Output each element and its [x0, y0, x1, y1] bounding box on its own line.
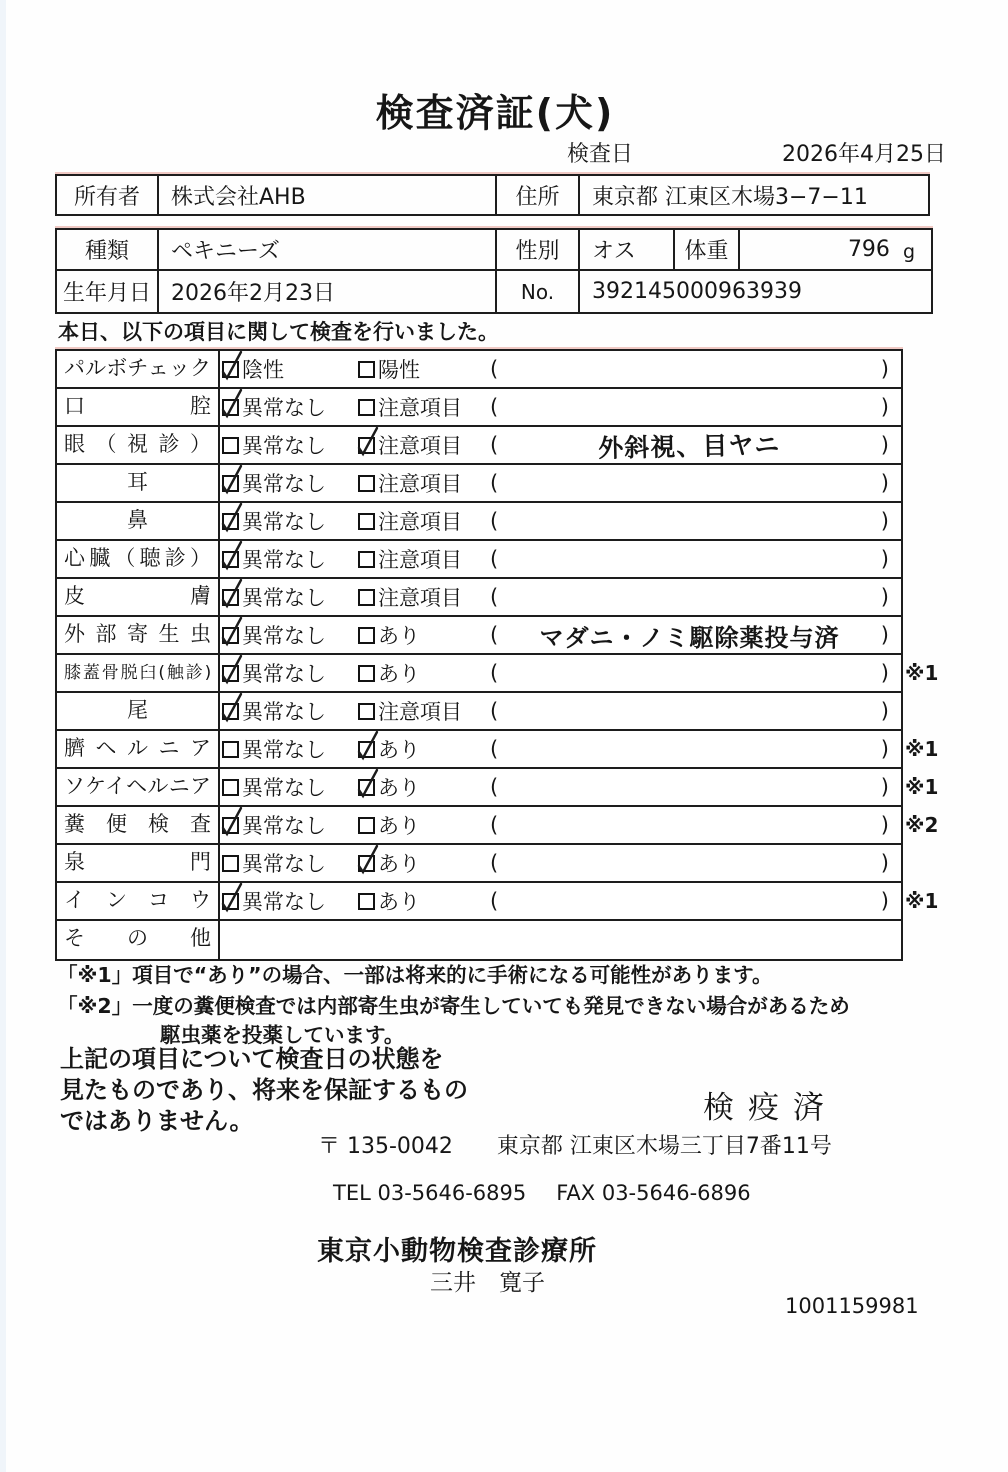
check-mark-icon — [219, 653, 246, 686]
option-label: あり — [378, 776, 420, 800]
option-label: 陽性 — [378, 358, 420, 382]
exam-item-label: 皮膚 — [57, 579, 220, 615]
footnote-ref: ※1 — [905, 737, 939, 761]
paren-open: ( — [490, 813, 499, 837]
no-label: No. — [495, 271, 578, 312]
check-mark-icon — [219, 615, 246, 648]
paren-close: ) — [880, 775, 889, 799]
finding-value-handwritten: 外斜視、目ヤニ — [598, 430, 781, 463]
address-label: 住所 — [495, 176, 578, 214]
checkbox-present — [358, 893, 375, 910]
check-mark-icon — [219, 387, 246, 420]
table-row — [57, 541, 901, 579]
table-row — [57, 389, 901, 427]
no-value: 392145000963939 — [578, 271, 931, 312]
check-mark-icon — [219, 539, 246, 572]
scan-edge-artifact — [0, 0, 6, 1472]
exam-item-label: 鼻 — [57, 503, 220, 539]
option-label: あり — [378, 738, 420, 762]
option-label: 異常なし — [242, 776, 326, 800]
weight-unit: g — [902, 241, 915, 263]
check-mark-icon — [219, 691, 246, 724]
certificate-title: 検査済証(犬) — [375, 91, 615, 135]
certificate-number: 1001159981 — [785, 1294, 919, 1318]
exam-item-label: ソケイヘルニア — [57, 769, 220, 805]
checkbox-normal — [222, 703, 239, 720]
paren-open: ( — [490, 357, 499, 381]
paren-close: ) — [880, 433, 889, 457]
check-mark-icon — [219, 805, 246, 838]
checkbox-normal — [222, 627, 239, 644]
paren-open: ( — [490, 547, 499, 571]
check-mark-icon — [355, 425, 382, 458]
checkbox-attention — [358, 551, 375, 568]
exam-item-label: 口腔 — [57, 389, 220, 425]
checkbox-present — [358, 741, 375, 758]
check-mark-icon — [219, 577, 246, 610]
breed-label: 種類 — [84, 239, 129, 264]
footnote-ref: ※1 — [905, 775, 939, 799]
paren-close: ) — [880, 623, 889, 647]
address-value: 東京都 江東区木場3−7−11 — [578, 176, 928, 214]
table-row — [57, 693, 901, 731]
option-label: 異常なし — [242, 396, 326, 420]
checkbox-present — [358, 855, 375, 872]
paren-open: ( — [490, 509, 499, 533]
option-label: 異常なし — [242, 814, 326, 838]
footnote-ref: ※2 — [905, 813, 939, 837]
paren-open: ( — [490, 851, 499, 875]
check-mark-icon — [355, 729, 382, 762]
checkbox-attention — [358, 437, 375, 454]
footnote-1: 「※1」項目で“あり”の場合、一部は将来的に手術になる可能性があります。 — [57, 963, 773, 987]
checkbox-present — [358, 779, 375, 796]
exam-item-label: パルボチェック — [57, 351, 220, 387]
table-row — [57, 503, 901, 541]
option-label: 注意項目 — [378, 434, 462, 458]
veterinarian-name: 三井 寛子 — [430, 1270, 545, 1296]
checkbox-negative — [222, 361, 239, 378]
exam-table — [55, 349, 939, 961]
birthdate-value: 2026年2月23日 — [157, 271, 495, 312]
disclaimer-line: 見たものであり、将来を保証するもの — [60, 1076, 468, 1104]
owner-label: 所有者 — [73, 184, 140, 210]
option-label: 注意項目 — [378, 472, 462, 496]
owner-address-box — [55, 174, 930, 216]
checkbox-normal — [222, 817, 239, 834]
checkbox-normal — [222, 437, 239, 454]
intro-text: 本日、以下の項目に関して検査を行いました。 — [58, 320, 499, 344]
option-label: あり — [378, 890, 420, 914]
quarantine-stamp: 検疫済 — [703, 1090, 838, 1126]
clinic-address-line — [318, 1129, 832, 1160]
clinic-name: 東京小動物検査診療所 — [317, 1236, 597, 1267]
option-label: あり — [378, 624, 420, 648]
paren-open: ( — [490, 775, 499, 799]
option-label: 注意項目 — [378, 700, 462, 724]
paren-close: ) — [880, 661, 889, 685]
paren-open: ( — [490, 471, 499, 495]
postal-code: 〒 135-0042 — [318, 1134, 453, 1159]
option-label: 異常なし — [242, 434, 326, 458]
option-label: 注意項目 — [378, 586, 462, 610]
weight-value: 796 — [847, 237, 890, 262]
paren-open: ( — [490, 699, 499, 723]
table-row — [57, 617, 901, 655]
paren-open: ( — [490, 737, 499, 761]
check-mark-icon — [355, 767, 382, 800]
option-label: 異常なし — [242, 662, 326, 686]
footnote-ref: ※1 — [905, 661, 939, 685]
paren-close: ) — [880, 357, 889, 381]
table-row — [57, 465, 901, 503]
option-label: 陰性 — [242, 358, 284, 382]
sex-label: 性別 — [495, 230, 578, 269]
checkbox-positive — [358, 361, 375, 378]
paren-close: ) — [880, 585, 889, 609]
exam-item-label: 心臓（聴診） — [57, 541, 220, 577]
contact-line — [333, 1181, 751, 1205]
checkbox-present — [358, 627, 375, 644]
disclaimer-text — [60, 1044, 468, 1137]
checkbox-normal — [222, 513, 239, 530]
option-label: 異常なし — [242, 624, 326, 648]
birthdate-label: 生年月日 — [62, 281, 151, 306]
check-mark-icon — [219, 881, 246, 914]
option-label: 異常なし — [242, 700, 326, 724]
checkbox-normal — [222, 855, 239, 872]
breed-value: ペキニーズ — [157, 230, 495, 269]
table-row — [57, 351, 901, 389]
paren-open: ( — [490, 585, 499, 609]
inspection-date-value: 2026年4月25日 — [782, 142, 946, 167]
option-label: あり — [378, 852, 420, 876]
paren-close: ) — [880, 699, 889, 723]
table-row — [57, 883, 939, 921]
paren-open: ( — [490, 623, 499, 647]
checkbox-normal — [222, 475, 239, 492]
checkbox-normal — [222, 893, 239, 910]
paren-open: ( — [490, 433, 499, 457]
check-mark-icon — [219, 501, 246, 534]
paren-close: ) — [880, 737, 889, 761]
exam-item-label: 尾 — [57, 693, 220, 729]
paren-open: ( — [490, 661, 499, 685]
checkbox-normal — [222, 665, 239, 682]
exam-item-label: 泉門 — [57, 845, 220, 881]
checkbox-attention — [358, 475, 375, 492]
paren-close: ) — [880, 889, 889, 913]
clinic-street-address: 東京都 江東区木場三丁目7番11号 — [496, 1134, 832, 1159]
exam-item-label: 耳 — [57, 465, 220, 501]
check-mark-icon — [219, 349, 246, 382]
owner-value: 株式会社AHB — [157, 176, 495, 214]
table-row — [57, 769, 939, 807]
exam-item-label: 臍ヘルニア — [57, 731, 220, 767]
checkbox-attention — [358, 703, 375, 720]
option-label: あり — [378, 814, 420, 838]
disclaimer-line: ではありません。 — [60, 1107, 254, 1135]
exam-item-label: その他 — [57, 921, 220, 959]
table-row — [57, 655, 939, 693]
footnote-2-line2: 駆虫薬を投薬しています。 — [160, 1023, 405, 1047]
option-label: あり — [378, 662, 420, 686]
inspection-date-label: 検査日 — [567, 142, 634, 167]
option-label: 異常なし — [242, 890, 326, 914]
checkbox-normal — [222, 779, 239, 796]
tel-number: TEL 03-5646-6895 — [333, 1181, 527, 1205]
option-label: 異常なし — [242, 586, 326, 610]
option-label: 異常なし — [242, 548, 326, 572]
checkbox-present — [358, 817, 375, 834]
checkbox-attention — [358, 589, 375, 606]
table-row — [57, 427, 901, 465]
table-row — [57, 579, 901, 617]
paren-close: ) — [880, 813, 889, 837]
paren-open: ( — [490, 395, 499, 419]
fax-number: FAX 03-5646-6896 — [556, 1181, 751, 1205]
finding-value: マダニ・ノミ駆除薬投与済 — [539, 623, 840, 652]
checkbox-normal — [222, 589, 239, 606]
table-row — [57, 845, 901, 883]
disclaimer-line: 上記の項目について検査日の状態を — [60, 1045, 444, 1073]
footnote-ref: ※1 — [905, 889, 939, 913]
option-label: 異常なし — [242, 852, 326, 876]
checkbox-present — [358, 665, 375, 682]
table-row — [57, 731, 939, 769]
exam-item-label: 膝蓋骨脱臼(触診) — [57, 655, 220, 691]
paren-close: ) — [880, 395, 889, 419]
sex-value: オス — [578, 230, 673, 269]
option-label: 注意項目 — [378, 510, 462, 534]
checkbox-attention — [358, 513, 375, 530]
pet-info-box — [55, 228, 933, 314]
option-label: 異常なし — [242, 738, 326, 762]
weight-value-cell — [738, 230, 931, 269]
exam-item-label: 眼（視診） — [57, 427, 220, 463]
check-mark-icon — [219, 463, 246, 496]
check-mark-icon — [355, 843, 382, 876]
option-label: 異常なし — [242, 510, 326, 534]
checkbox-normal — [222, 551, 239, 568]
table-row — [57, 807, 939, 845]
paren-close: ) — [880, 547, 889, 571]
option-label: 注意項目 — [378, 548, 462, 572]
option-label: 異常なし — [242, 472, 326, 496]
paren-close: ) — [880, 509, 889, 533]
checkbox-normal — [222, 399, 239, 416]
exam-item-label: インコウ — [57, 883, 220, 919]
paren-close: ) — [880, 471, 889, 495]
weight-label: 体重 — [673, 230, 738, 269]
footnote-2-line1: 「※2」一度の糞便検査では内部寄生虫が寄生していても発見できない場合があるため — [57, 994, 850, 1018]
paren-open: ( — [490, 889, 499, 913]
option-label: 注意項目 — [378, 396, 462, 420]
exam-item-label: 糞便検査 — [57, 807, 220, 843]
table-row — [57, 921, 901, 959]
paren-close: ) — [880, 851, 889, 875]
checkbox-attention — [358, 399, 375, 416]
exam-item-label: 外部寄生虫 — [57, 617, 220, 653]
checkbox-normal — [222, 741, 239, 758]
